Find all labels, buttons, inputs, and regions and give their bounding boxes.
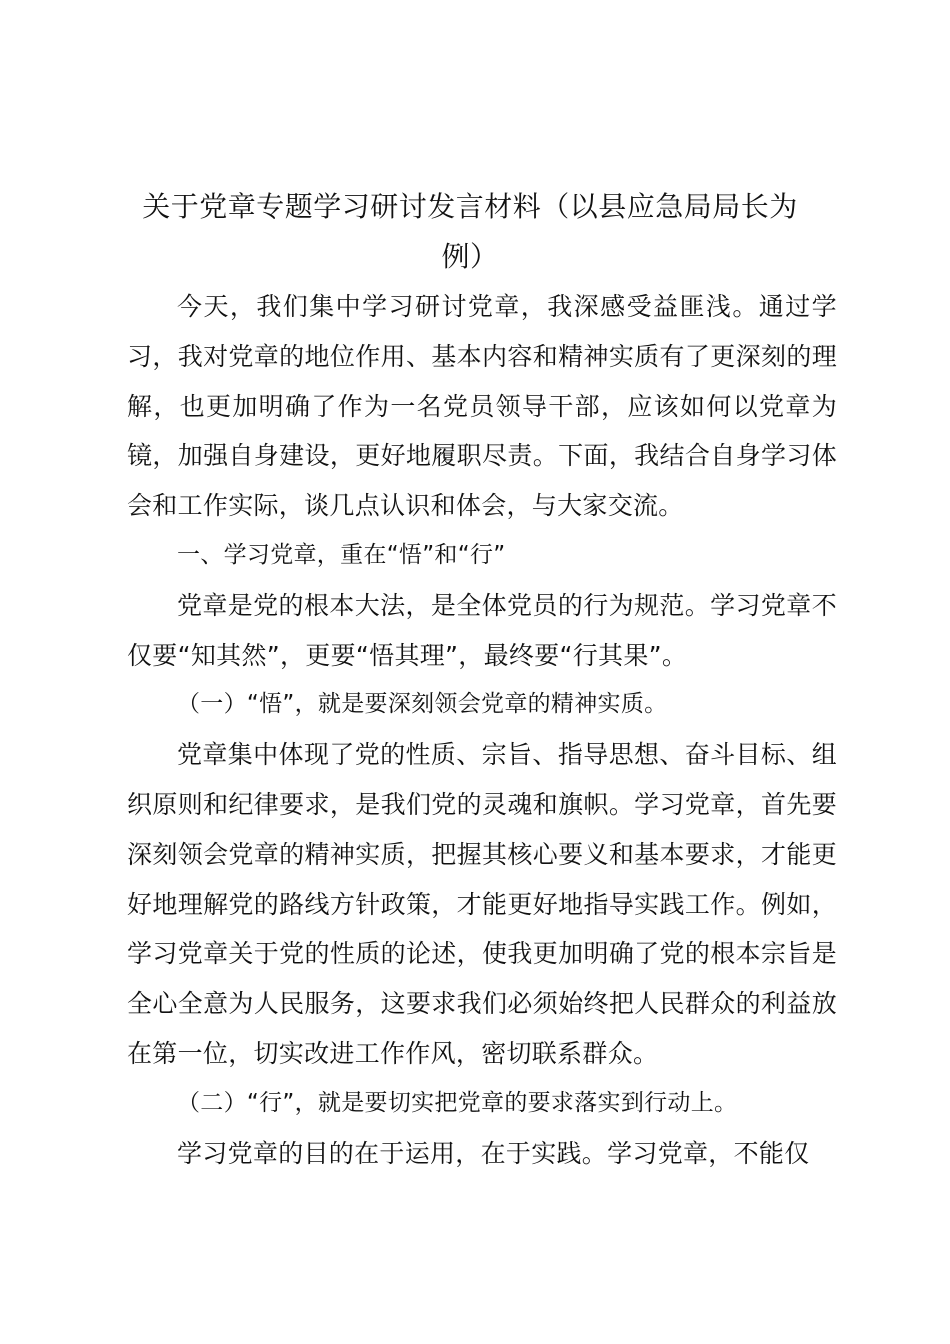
document-title xyxy=(120,182,820,282)
paragraph-section-1: 党章是党的根本大法，是全体党员的行为规范。学习党章不仅要“知其然”，更要“悟其理”，最终要“行其果”。 xyxy=(127,590,837,670)
paragraph-subsection-1: 党章集中体现了党的性质、宗旨、指导思想、奋斗目标、组织原则和纪律要求，是我们党的灵魂和旗帜。学习党章，首先要深刻领会党章的精神实质，把握其核心要义和基本要求，才能更好地理解党的路线方针政策，才能更好地指导实践工作。例如，学习党章关于党的性质的论述，使我更加明确了党的根本宗旨是全心全意为人民服务，这要求我们必须始终把人民群众的利益放在第一位，切实改进工作作风，密切联系群众。 xyxy=(127,740,837,1068)
subheading-2: （二）“行”，就是要切实把党章的要求落实到行动上。 xyxy=(177,1089,738,1116)
title-line-1: 关于党章专题学习研讨发言材料（以县应急局局长为 xyxy=(142,190,798,223)
title-line-2: 例） xyxy=(441,240,499,273)
section-heading-1: 一、学习党章，重在“悟”和“行” xyxy=(177,541,506,568)
paragraph-intro: 今天，我们集中学习研讨党章，我深感受益匪浅。通过学习，我对党章的地位作用、基本内容和精神实质有了更深刻的理解，也更加明确了作为一名党员领导干部，应该如何以党章为镜，加强自身建设，更好地履职尽责。下面，我结合自身学习体会和工作实际，谈几点认识和体会，与大家交流。 xyxy=(127,292,837,521)
document-body xyxy=(127,282,837,1178)
paragraph-subsection-2: 学习党章的目的在于运用，在于实践。学习党章，不能仅 xyxy=(177,1138,810,1168)
subheading-1: （一）“悟”，就是要深刻领会党章的精神实质。 xyxy=(177,691,668,718)
